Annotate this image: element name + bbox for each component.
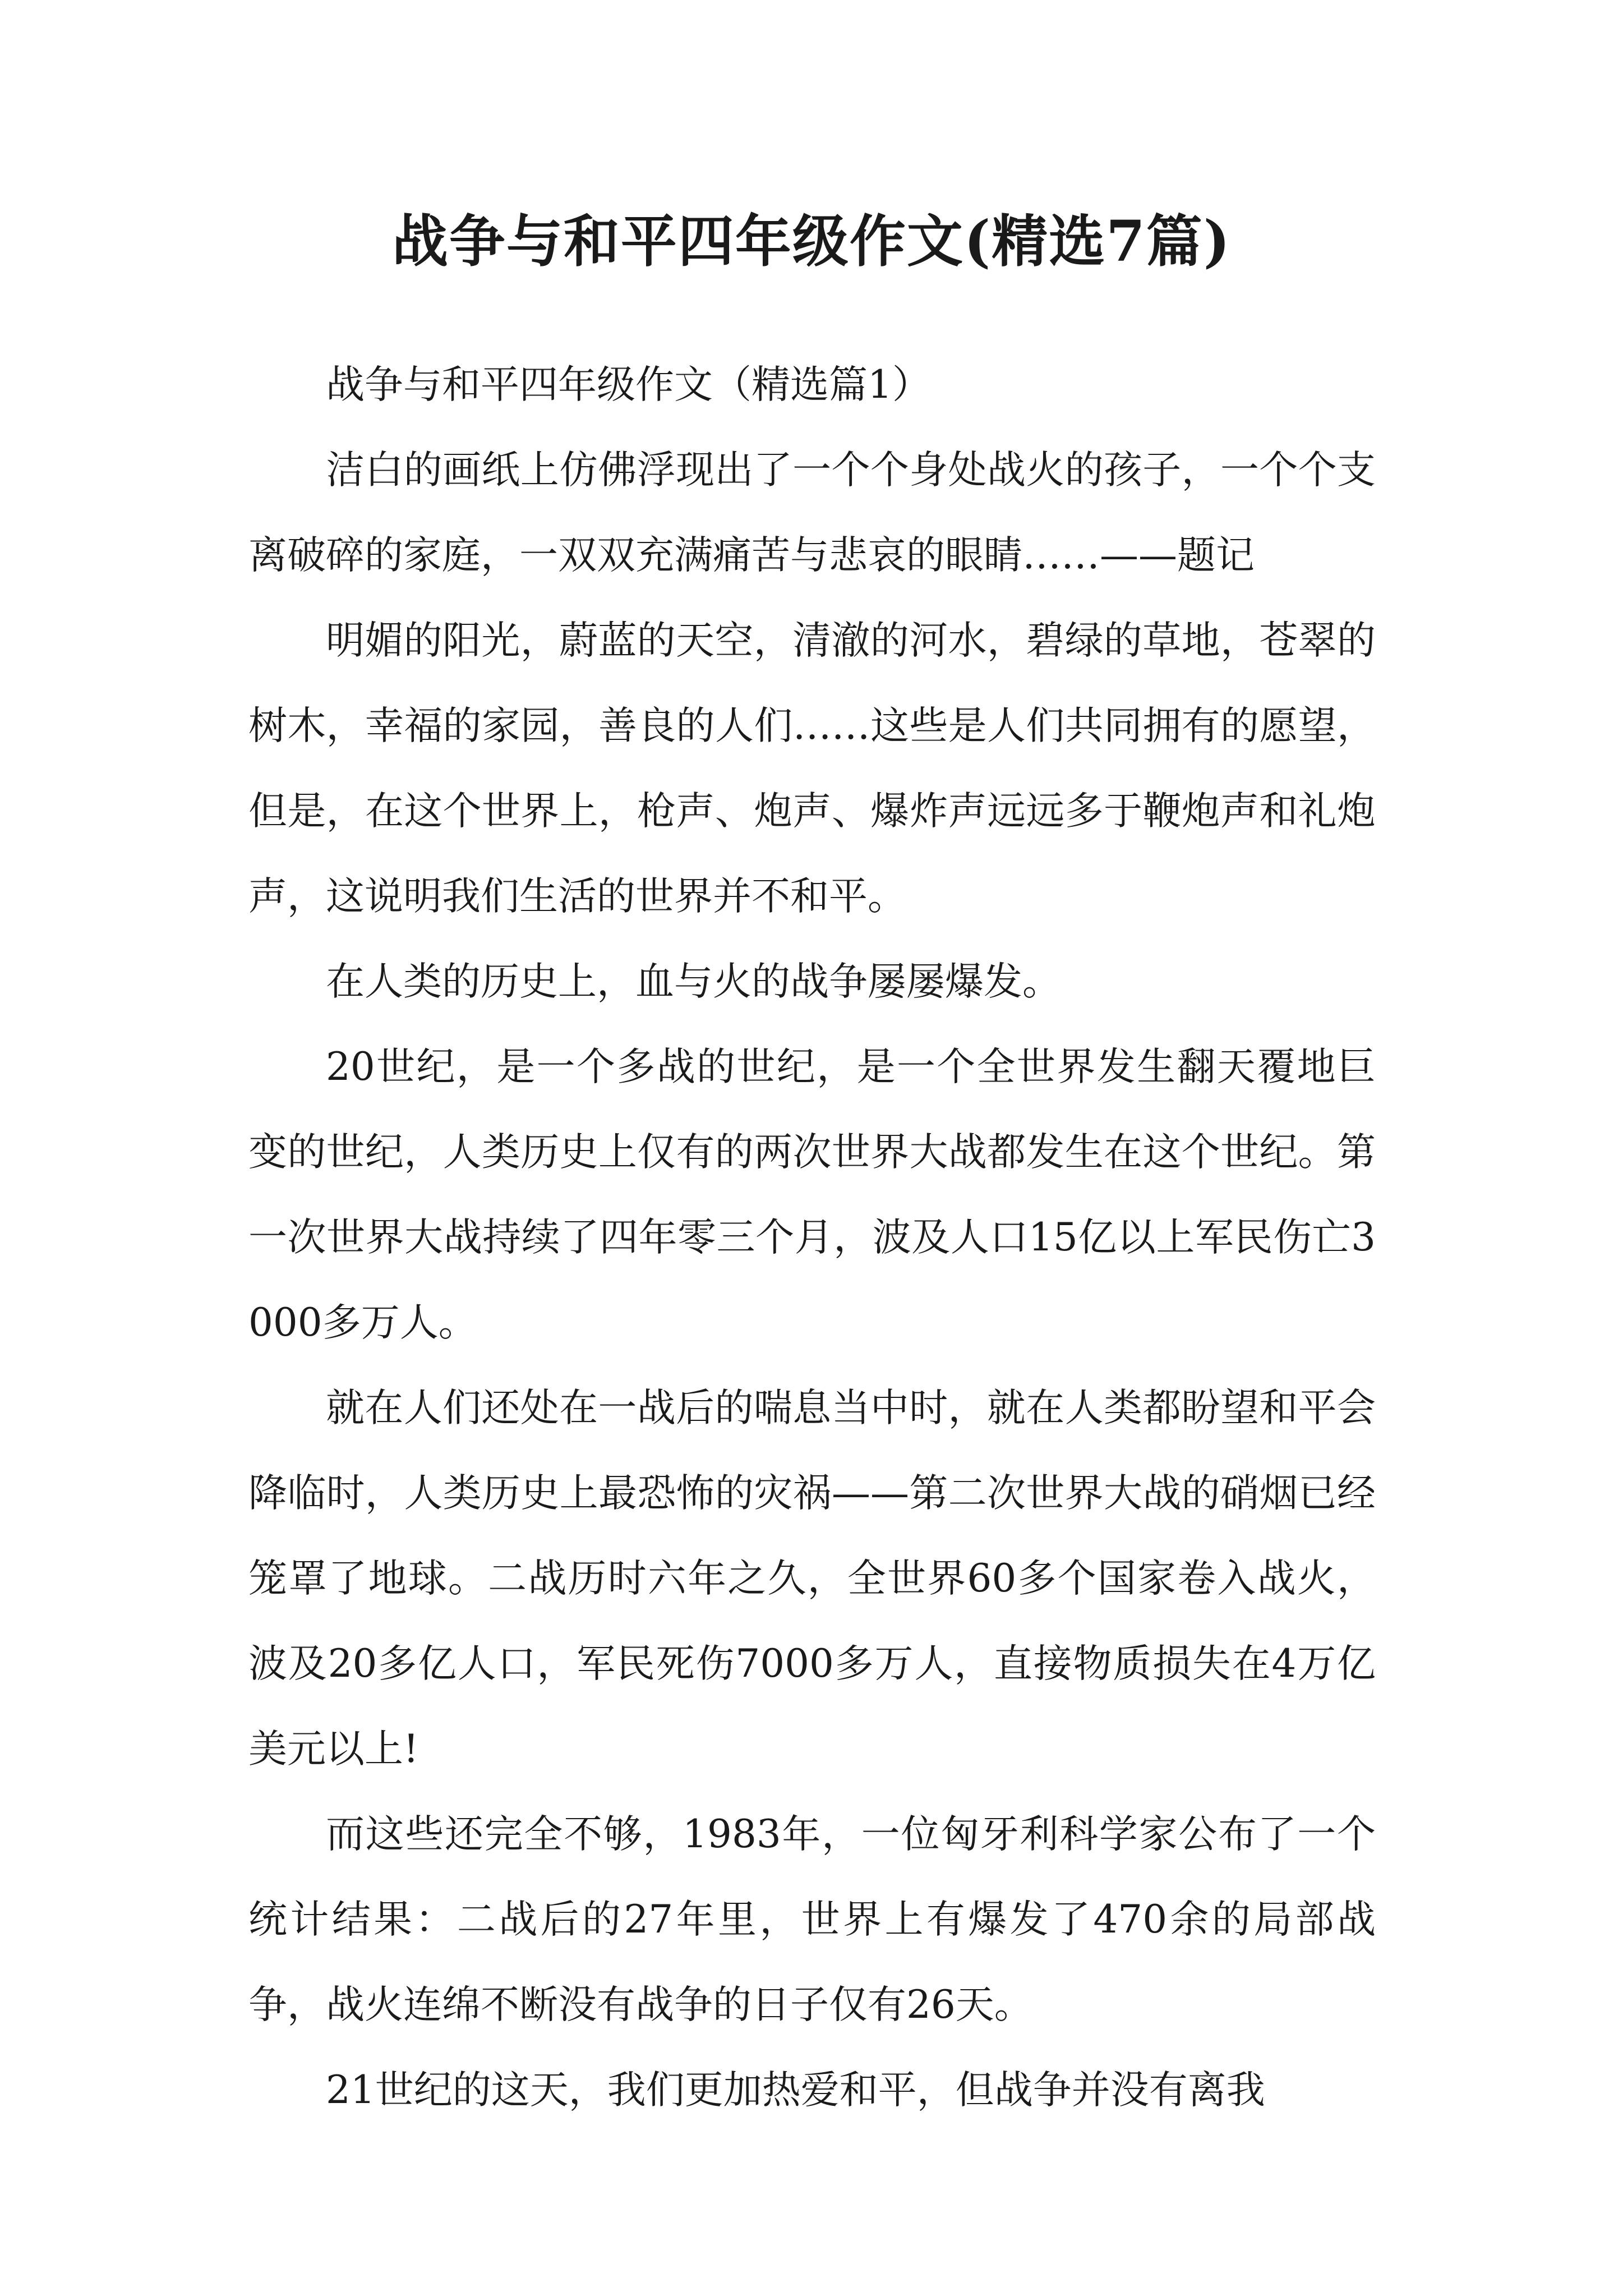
paragraph: 就在人们还处在一战后的喘息当中时，就在人类都盼望和平会降临时，人类历史上最恐怖的灾祸——第二次世界大战的硝烟已经笼罩了地球。二战历时六年之久，全世界60多个国家卷入战火，波及20多亿人口，军民死伤7000多万人，直接物质损失在4万亿美元以上!: [248, 1386, 1376, 1772]
paragraph: 21世纪的这天，我们更加热爱和平，但战争并没有离我: [326, 2068, 1265, 2113]
paragraph-heading: 战争与和平四年级作文（精选篇1）: [326, 362, 931, 407]
document-title: 战争与和平四年级作文(精选7篇): [391, 208, 1232, 274]
paragraph: 20世纪，是一个多战的世纪，是一个全世界发生翻天覆地巨变的世纪，人类历史上仅有的两次世界大战都发生在这个世纪。第一次世界大战持续了四年零三个月，波及人口15亿以上军民伤亡3000多万人。: [248, 1045, 1376, 1345]
document-body: [248, 342, 1376, 2133]
paragraph: 而这些还完全不够，1983年，一位匈牙利科学家公布了一个统计结果：二战后的27年里，世界上有爆发了470余的局部战争，战火连绵不断没有战争的日子仅有26天。: [248, 1812, 1376, 2027]
paragraph: 明媚的阳光，蔚蓝的天空，清澈的河水，碧绿的草地，苍翠的树木，幸福的家园，善良的人们……这些是人们共同拥有的愿望，但是，在这个世界上，枪声、炮声、爆炸声远远多于鞭炮声和礼炮声，这说明我们生活的世界并不和平。: [248, 618, 1376, 919]
paragraph: 洁白的画纸上仿佛浮现出了一个个身处战火的孩子，一个个支离破碎的家庭，一双双充满痛苦与悲哀的眼睛……——题记: [248, 448, 1376, 578]
paragraph: 在人类的历史上，血与火的战争屡屡爆发。: [326, 959, 1061, 1004]
